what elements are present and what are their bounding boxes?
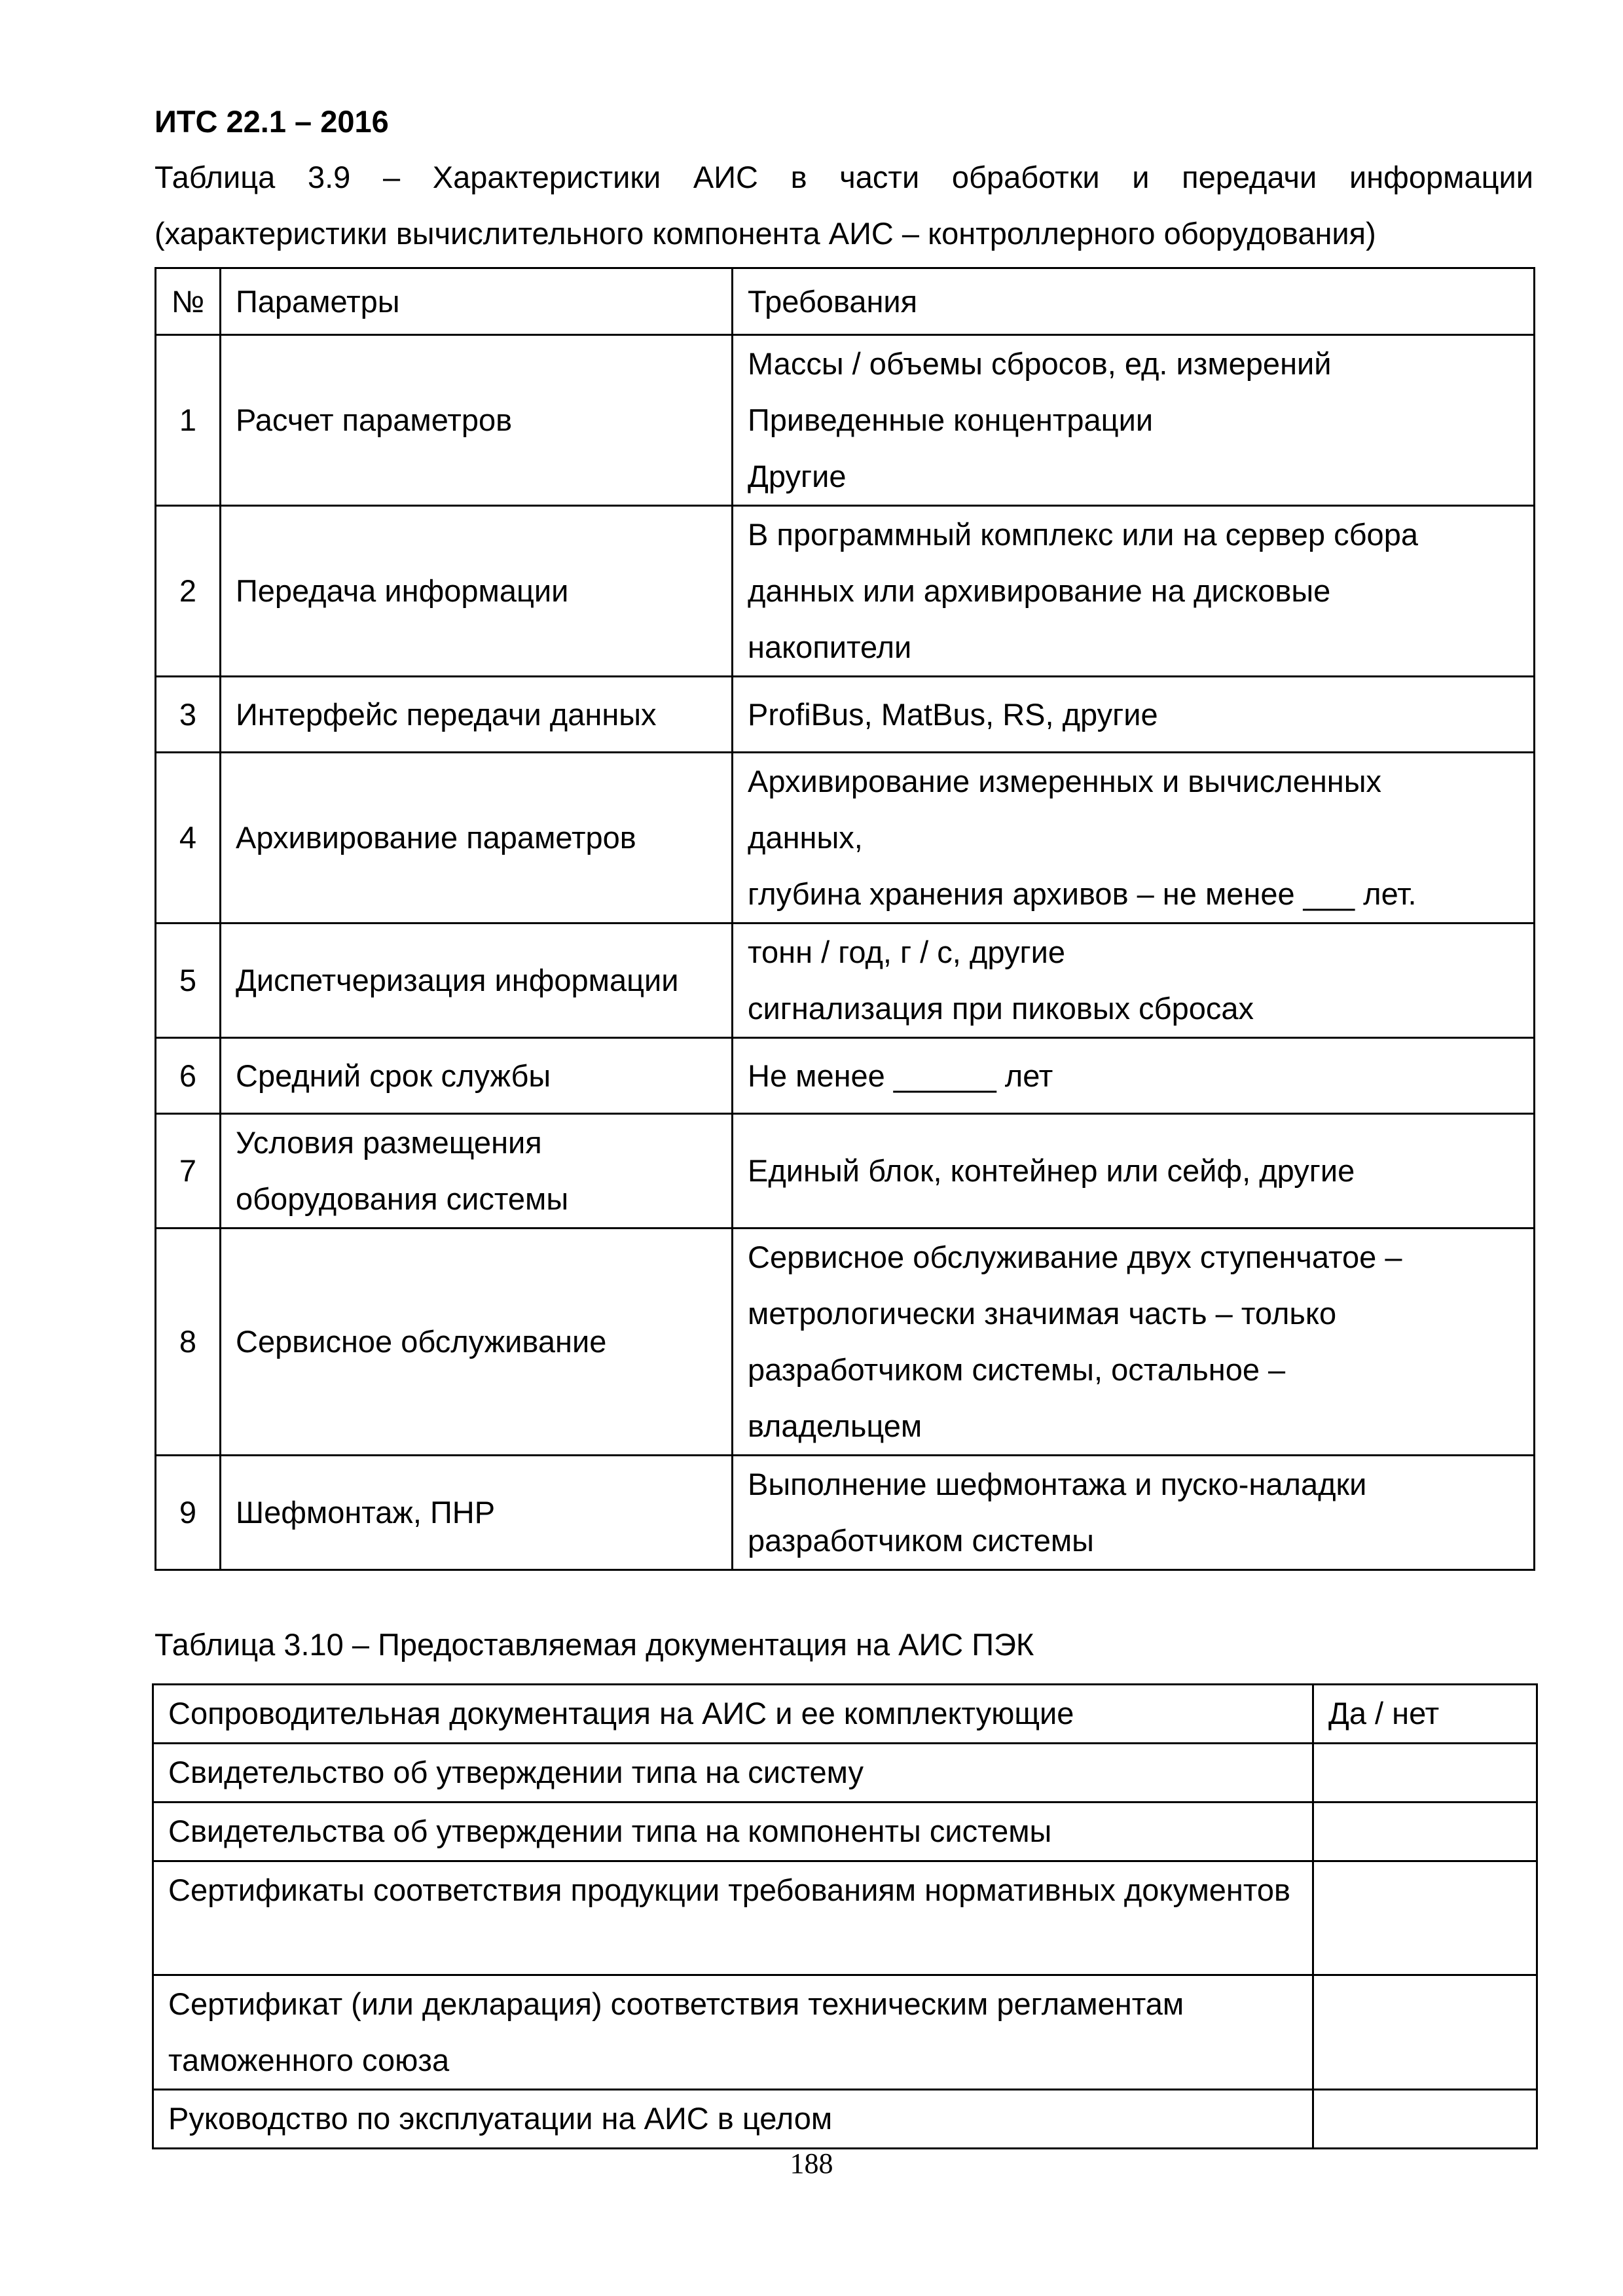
row-requirement: [733, 1114, 1535, 1229]
requirement-line: глубина хранения архивов – не менее ___ лет.: [748, 876, 1417, 911]
row-parameter: Условия размещения оборудования системы: [221, 1114, 733, 1229]
row-number: 6: [156, 1038, 221, 1114]
column-header-number: №: [156, 268, 221, 335]
row-requirement: [733, 1456, 1535, 1570]
document-name: Сертификат (или декларация) соответствия техническим регламентам таможенного союза: [153, 1975, 1313, 2090]
table-header-row: [153, 1685, 1537, 1744]
requirement-line: метрологически значимая часть – только: [748, 1296, 1337, 1331]
row-parameter: Передача информации: [221, 506, 733, 677]
requirement-line: Не менее ______ лет: [748, 1058, 1053, 1093]
row-requirement: [733, 924, 1535, 1038]
requirement-line: накопители: [748, 630, 912, 664]
column-header-yes-no: Да / нет: [1313, 1685, 1537, 1744]
row-number: 2: [156, 506, 221, 677]
row-number: 8: [156, 1229, 221, 1456]
row-requirement: [733, 753, 1535, 924]
table-row: [156, 506, 1535, 677]
table-row: [153, 1803, 1537, 1861]
table-row: [156, 677, 1535, 753]
row-parameter: Интерфейс передачи данных: [221, 677, 733, 753]
document-name: Сертификаты соответствия продукции требованиям нормативных документов: [153, 1861, 1313, 1975]
table-row: [153, 1744, 1537, 1803]
row-parameter: Средний срок службы: [221, 1038, 733, 1114]
table-row: [156, 1456, 1535, 1570]
page-number: 188: [790, 2147, 833, 2179]
requirement-line: Массы / объемы сбросов, ед. измерений: [748, 346, 1332, 381]
table-3-9-caption: Таблица 3.9 – Характеристики АИС в части обработки и передачи информации (характеристики вычислительного компонента АИС – контроллерного оборудования): [155, 160, 1533, 251]
row-parameter: Диспетчеризация информации: [221, 924, 733, 1038]
column-header-parameters: Параметры: [221, 268, 733, 335]
requirement-line: Архивирование измеренных и вычисленных: [748, 764, 1382, 798]
requirement-line: Выполнение шефмонтажа и пуско-наладки: [748, 1467, 1367, 1501]
row-number: 4: [156, 753, 221, 924]
requirement-line: В программный комплекс или на сервер сбора: [748, 517, 1418, 552]
table-3-9: [155, 267, 1535, 1571]
requirement-line: сигнализация при пиковых сбросах: [748, 991, 1254, 1026]
requirement-line: тонн / год, г / с, другие: [748, 935, 1065, 969]
row-parameter: Архивирование параметров: [221, 753, 733, 924]
table-row: [156, 1038, 1535, 1114]
table-row: [156, 753, 1535, 924]
requirement-line: Приведенные концентрации: [748, 403, 1154, 437]
column-header-requirements: Требования: [733, 268, 1535, 335]
row-requirement: [733, 506, 1535, 677]
table-row: [156, 1229, 1535, 1456]
requirement-line: Сервисное обслуживание двух ступенчатое –: [748, 1240, 1402, 1274]
row-number: 5: [156, 924, 221, 1038]
table-row: [153, 1861, 1537, 1975]
row-requirement: [733, 1229, 1535, 1456]
yes-no-cell: [1313, 2090, 1537, 2149]
requirement-line: данных,: [748, 820, 863, 855]
table-row: [156, 924, 1535, 1038]
row-requirement: [733, 335, 1535, 506]
table-3-10-caption: Таблица 3.10 – Предоставляемая документация на АИС ПЭК: [155, 1627, 1034, 1662]
row-parameter: Сервисное обслуживание: [221, 1229, 733, 1456]
table-3-10: [152, 1683, 1538, 2149]
requirement-line: Единый блок, контейнер или сейф, другие: [748, 1153, 1355, 1188]
requirement-line: данных или архивирование на дисковые: [748, 573, 1331, 608]
yes-no-cell: [1313, 1744, 1537, 1803]
document-name: Свидетельство об утверждении типа на систему: [153, 1744, 1313, 1803]
column-header-documentation: Сопроводительная документация на АИС и ее комплектующие: [153, 1685, 1313, 1744]
table-row: [156, 1114, 1535, 1229]
requirement-line: Другие: [748, 459, 847, 493]
table-row: [153, 2090, 1537, 2149]
requirement-line: разработчиком системы: [748, 1523, 1094, 1558]
yes-no-cell: [1313, 1975, 1537, 2090]
row-number: 3: [156, 677, 221, 753]
row-requirement: [733, 1038, 1535, 1114]
document-header: ИТС 22.1 – 2016: [155, 104, 389, 139]
yes-no-cell: [1313, 1803, 1537, 1861]
requirement-line: владельцем: [748, 1408, 922, 1443]
table-header-row: [156, 268, 1535, 335]
table-row: [153, 1975, 1537, 2090]
row-number: 7: [156, 1114, 221, 1229]
document-name: Руководство по эксплуатации на АИС в целом: [153, 2090, 1313, 2149]
row-requirement: [733, 677, 1535, 753]
row-number: 1: [156, 335, 221, 506]
document-name: Свидетельства об утверждении типа на компоненты системы: [153, 1803, 1313, 1861]
table-row: [156, 335, 1535, 506]
requirement-line: разработчиком системы, остальное –: [748, 1352, 1286, 1387]
row-parameter: Шефмонтаж, ПНР: [221, 1456, 733, 1570]
yes-no-cell: [1313, 1861, 1537, 1975]
row-parameter: Расчет параметров: [221, 335, 733, 506]
row-number: 9: [156, 1456, 221, 1570]
requirement-line: ProfiBus, MatBus, RS, другие: [748, 696, 1158, 732]
